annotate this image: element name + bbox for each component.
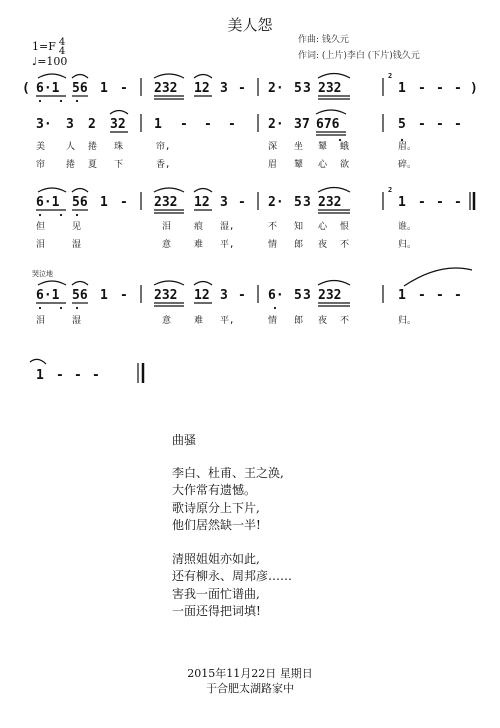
note: 232	[318, 288, 342, 303]
svg-text:不: 不	[268, 222, 278, 232]
svg-text:夏: 夏	[88, 160, 98, 170]
svg-text:帘: 帘	[36, 160, 46, 170]
song-title: 美人怨	[227, 16, 273, 34]
poem-line: 害我一面忙谱曲,	[172, 586, 260, 601]
svg-text:不: 不	[340, 316, 350, 326]
note: 3	[303, 81, 311, 96]
lyrics-row-2b	[36, 158, 416, 170]
svg-text:难: 难	[194, 316, 204, 326]
note: 12	[194, 81, 210, 96]
note: -	[418, 81, 426, 96]
note: 3	[303, 195, 311, 210]
score-row-1	[22, 72, 478, 96]
poem-line: 歌诗原分上下片,	[172, 500, 260, 515]
note: 232	[154, 195, 178, 210]
note: 6·1	[36, 81, 60, 96]
poem-line: 大作常有遗憾。	[172, 483, 257, 497]
lyrics-row-2a	[36, 140, 416, 152]
svg-text:情: 情	[268, 316, 278, 326]
svg-text:平,: 平,	[220, 240, 235, 250]
note: 56	[72, 81, 88, 96]
note: 12	[194, 288, 210, 303]
note: 3	[220, 288, 228, 303]
svg-text:颦: 颦	[318, 142, 328, 152]
svg-text:碎。: 碎。	[398, 160, 417, 170]
note: 1	[100, 81, 108, 96]
svg-text:湿: 湿	[72, 240, 82, 250]
score-row-2	[36, 117, 462, 132]
note: -	[436, 81, 444, 96]
note: -	[436, 195, 444, 210]
svg-text:知: 知	[294, 222, 304, 232]
svg-text:意: 意	[162, 316, 172, 326]
note: 232	[154, 288, 178, 303]
note: -	[436, 117, 444, 132]
note: 2·	[268, 81, 284, 96]
score-row-5	[36, 368, 100, 383]
svg-text:心: 心	[318, 160, 328, 170]
svg-text:珠: 珠	[114, 142, 124, 152]
note: 2	[88, 117, 96, 132]
note: -	[418, 117, 426, 132]
svg-text:捲: 捲	[88, 142, 98, 152]
note: 3	[220, 195, 228, 210]
note: 1	[154, 117, 162, 132]
svg-text:痕: 痕	[194, 222, 204, 232]
lyrics-row-4	[36, 314, 416, 326]
note: -	[120, 288, 128, 303]
svg-text:谁。: 谁。	[398, 222, 417, 232]
grace-note: 2	[388, 186, 393, 194]
tempo-label: ♩=100	[32, 55, 68, 68]
note: -	[120, 81, 128, 96]
note: (	[22, 81, 30, 96]
note: 5	[294, 81, 302, 96]
svg-text:深: 深	[268, 142, 278, 152]
note: 1	[398, 81, 406, 96]
svg-text:但: 但	[36, 222, 46, 232]
svg-text:平,: 平,	[220, 316, 235, 326]
note: -	[454, 117, 462, 132]
svg-text:蛾: 蛾	[340, 142, 350, 152]
note: 6·1	[36, 195, 60, 210]
poem-title: 曲骚	[172, 433, 197, 447]
note: 3	[220, 81, 228, 96]
svg-text:夜: 夜	[318, 240, 328, 250]
svg-text:情: 情	[268, 240, 278, 250]
note: 3	[66, 117, 74, 132]
svg-text:帘,: 帘,	[156, 142, 171, 152]
note: )	[470, 81, 478, 96]
signature-place: 于合肥太湖路家中	[206, 682, 294, 695]
note: 1	[36, 368, 44, 383]
note: 5	[398, 117, 406, 132]
svg-text:欲: 欲	[340, 160, 350, 170]
svg-text:颦: 颦	[294, 160, 304, 170]
poem-line: 一面还得把词填!	[172, 604, 261, 618]
note: -	[418, 195, 426, 210]
poem-line: 李白、杜甫、王之涣,	[172, 465, 284, 480]
svg-text:郎: 郎	[294, 240, 304, 250]
svg-text:湿,: 湿,	[220, 222, 235, 232]
poem-line: 还有柳永、周邦彦……	[172, 569, 293, 583]
composer-credit: 作曲: 钱久元	[298, 35, 349, 45]
note: 56	[72, 195, 88, 210]
note: 12	[194, 195, 210, 210]
svg-text:眉。: 眉。	[398, 142, 417, 152]
note: 1	[398, 195, 406, 210]
stanza-gap	[172, 535, 292, 551]
note: 232	[318, 81, 342, 96]
note: -	[454, 195, 462, 210]
svg-text:恨: 恨	[340, 222, 350, 232]
note: 5	[294, 288, 302, 303]
note: 232	[318, 195, 342, 210]
svg-text:难: 难	[194, 240, 204, 250]
note: -	[436, 288, 444, 303]
note: 1	[398, 288, 406, 303]
note: -	[74, 368, 82, 383]
score-row-3	[36, 186, 462, 210]
note: 3·	[36, 117, 52, 132]
svg-text:眉: 眉	[268, 160, 278, 170]
svg-text:美: 美	[36, 142, 46, 152]
svg-text:下: 下	[114, 160, 124, 170]
note: -	[92, 368, 100, 383]
svg-text:人: 人	[66, 142, 76, 152]
note: 3	[303, 288, 311, 303]
signature	[0, 666, 500, 696]
note: 1	[100, 288, 108, 303]
note: 5	[294, 195, 302, 210]
note: 6·1	[36, 288, 60, 303]
lyricist-credit: 作词: (上片)李白 (下片)钱久元	[298, 51, 420, 61]
note: -	[180, 117, 188, 132]
note: -	[120, 195, 128, 210]
score-row-4	[36, 288, 462, 303]
svg-text:意: 意	[162, 240, 172, 250]
poem-line: 他们居然缺一半!	[172, 518, 261, 532]
note: -	[454, 81, 462, 96]
expression-mark: 哭泣地	[32, 270, 53, 278]
key-label: 1=F	[32, 40, 56, 53]
time-signature: 4 4	[58, 37, 66, 57]
svg-text:郎: 郎	[294, 316, 304, 326]
note: -	[238, 81, 246, 96]
note: 232	[154, 81, 178, 96]
lyrics-row-3a	[36, 220, 416, 232]
note: 1	[100, 195, 108, 210]
note: 676	[316, 117, 340, 132]
note: 2·	[268, 195, 284, 210]
svg-text:坐: 坐	[294, 142, 304, 152]
svg-text:湿: 湿	[72, 316, 82, 326]
svg-text:不: 不	[340, 240, 350, 250]
note: -	[418, 288, 426, 303]
signature-date: 2015年11月22日 星期日	[187, 667, 313, 680]
svg-text:泪: 泪	[36, 240, 46, 250]
svg-text:泪: 泪	[162, 222, 172, 232]
svg-text:心: 心	[318, 222, 328, 232]
poem	[172, 432, 292, 621]
poem-line: 清照姐姐亦如此,	[172, 551, 260, 566]
note: 56	[72, 288, 88, 303]
note: -	[238, 288, 246, 303]
note: 32	[110, 117, 126, 132]
note: -	[228, 117, 236, 132]
svg-text:泪: 泪	[36, 316, 46, 326]
svg-text:捲: 捲	[66, 160, 76, 170]
note: 6·	[268, 288, 284, 303]
svg-text:归。: 归。	[398, 316, 417, 326]
grace-note: 2	[388, 72, 393, 80]
svg-text:归。: 归。	[398, 240, 417, 250]
note: -	[454, 288, 462, 303]
lyrics-row-3b	[36, 238, 416, 250]
svg-text:见: 见	[72, 222, 82, 232]
note: -	[56, 368, 64, 383]
note: 3	[294, 117, 302, 132]
svg-text:香,: 香,	[156, 160, 171, 170]
note: 7	[302, 117, 310, 132]
svg-text:夜: 夜	[318, 316, 328, 326]
note: -	[238, 195, 246, 210]
note: 2·	[268, 117, 284, 132]
note: -	[204, 117, 212, 132]
